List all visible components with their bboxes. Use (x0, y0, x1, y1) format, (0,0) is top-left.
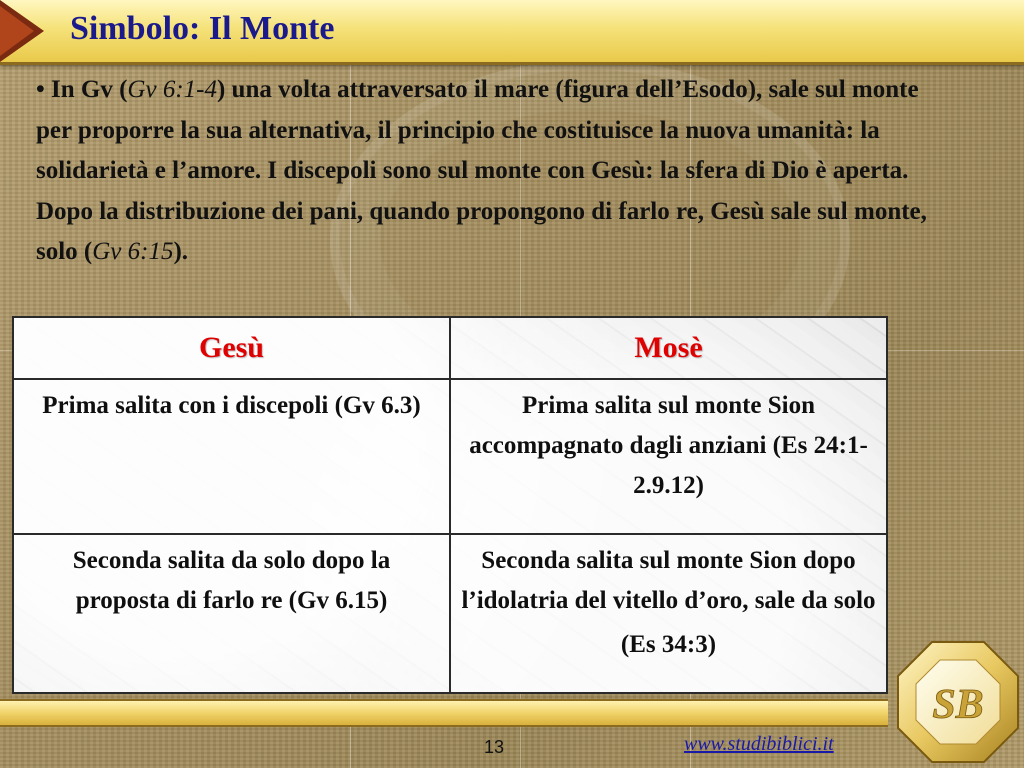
website-link[interactable]: www.studibiblici.it (684, 733, 834, 755)
reference-gv-6-1-4: Gv 6:1-4 (127, 76, 217, 103)
svg-text:SB: SB (932, 682, 984, 728)
cell-mose-second-ascent (450, 534, 887, 693)
header-gesu: Gesù (13, 317, 450, 379)
table-row (13, 534, 887, 693)
comparison-table (12, 316, 888, 694)
cell-gesu-first-ascent: Prima salita con i discepoli (Gv 6.3) (13, 379, 450, 534)
bullet: • (36, 76, 45, 103)
cell-mose-second-text: Seconda salita sul monte Sion dopo l’idolatria del vitello d’oro, sale da solo (461, 546, 876, 614)
cell-gesu-second-ascent: Seconda salita da solo dopo la proposta di farlo re (Gv 6.15) (13, 534, 450, 693)
page-number: 13 (484, 737, 505, 757)
title-bar (0, 0, 1024, 65)
header-mose: Mosè (450, 317, 887, 379)
body-text-part3: ). (173, 238, 189, 265)
title-arrow-icon (0, 0, 44, 62)
table-header-row (13, 317, 887, 379)
body-text-part1: In Gv ( (51, 76, 128, 103)
body-paragraph (36, 70, 956, 273)
footer-bar (0, 699, 888, 727)
cell-mose-first-ascent: Prima salita sul monte Sion accompagnato dagli anziani (Es 24:1-2.9.12) (450, 379, 887, 534)
studibiblici-logo (896, 640, 1020, 764)
slide-title: Simbolo: Il Monte (70, 10, 335, 47)
table-row (13, 379, 887, 534)
reference-gv-6-15: Gv 6:15 (92, 238, 174, 265)
cell-mose-second-ref: (Es 34:3) (620, 630, 717, 658)
body-text-part2: ) una volta attraversato il mare (figura dell’Esodo), sale sul monte per proporre la sua alternativa, il principio che costituisce la nuova umanità: la solidarietà e l’amore. I discepoli sono sul monte con Gesù: la sfera di Dio è aperta. Dopo la distribuzione dei pani, quando propongono di farlo re, Gesù sale sul monte, solo ( (36, 76, 927, 265)
